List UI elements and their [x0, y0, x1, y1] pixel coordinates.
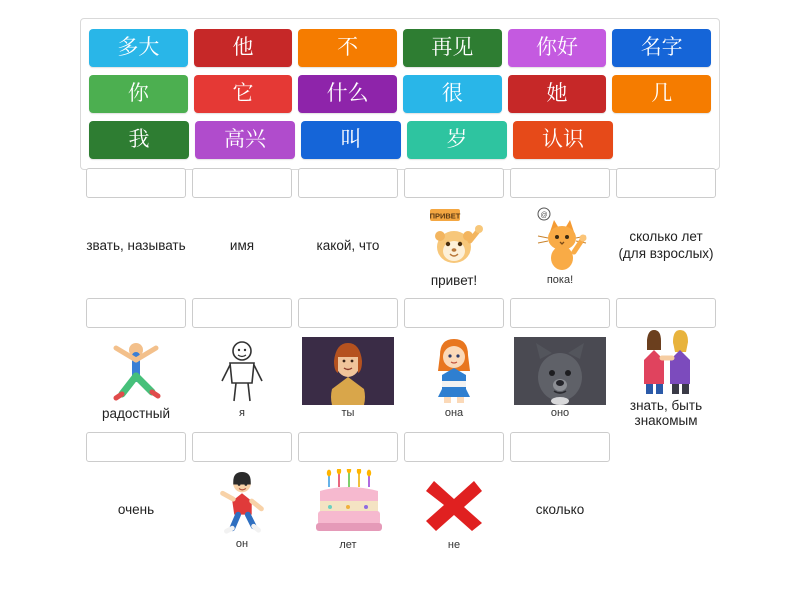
prompt-text: звать, называть [86, 237, 186, 253]
word-tile[interactable]: 高兴 [195, 121, 295, 159]
prompt-cell [298, 328, 398, 428]
prompt-cell [616, 198, 716, 294]
drop-slot[interactable] [86, 168, 186, 198]
drop-slot[interactable] [510, 298, 610, 328]
prompt-cell [404, 198, 504, 294]
drop-slot[interactable] [86, 432, 186, 462]
word-tile[interactable]: 很 [403, 75, 502, 113]
word-tile[interactable]: 叫 [301, 121, 401, 159]
prompt-cell [192, 462, 292, 558]
prompt-cell [404, 328, 504, 428]
word-tile[interactable]: 什么 [298, 75, 397, 113]
word-tile[interactable]: 几 [612, 75, 711, 113]
word-bank [80, 18, 720, 170]
answer-group [86, 298, 746, 428]
drop-slot[interactable] [616, 298, 716, 328]
drop-slot-row [86, 168, 746, 198]
prompt-cell [86, 462, 186, 558]
friends-greeting-icon [620, 328, 712, 396]
prompt-cell [86, 328, 186, 428]
word-tile[interactable]: 多大 [89, 29, 188, 67]
jumping-person-icon [90, 336, 182, 404]
prompt-cell [192, 328, 292, 428]
drop-slot[interactable] [86, 298, 186, 328]
stick-figure-man-icon [196, 337, 288, 405]
prompt-row [86, 328, 746, 428]
prompt-cell [298, 462, 398, 558]
drop-slot-row [86, 298, 746, 328]
word-tile[interactable]: 它 [194, 75, 293, 113]
answer-grid [86, 168, 746, 562]
girl-cartoon-icon [408, 337, 500, 405]
drop-slot[interactable] [510, 168, 610, 198]
drop-slot[interactable] [192, 168, 292, 198]
dog-photo-icon [514, 337, 606, 405]
svg-text:@: @ [540, 212, 548, 219]
word-tile[interactable]: 你 [89, 75, 188, 113]
prompt-caption: ты [341, 407, 355, 419]
prompt-caption: не [447, 539, 461, 551]
word-tile[interactable]: 我 [89, 121, 189, 159]
word-tile[interactable]: 再见 [403, 29, 502, 67]
prompt-text: сколько лет (для взрослых) [618, 229, 714, 261]
drop-slot[interactable] [404, 298, 504, 328]
answer-group [86, 168, 746, 294]
word-tile[interactable]: 认识 [513, 121, 613, 159]
prompt-text: радостный [101, 405, 171, 421]
hamster-waving-icon [424, 205, 484, 271]
word-bank-row [89, 75, 711, 113]
word-tile[interactable]: 你好 [508, 29, 607, 67]
prompt-text: имя [229, 237, 255, 253]
birthday-cake-icon [302, 469, 394, 537]
running-boy-icon [212, 470, 272, 536]
prompt-cell [298, 198, 398, 294]
answer-group [86, 432, 746, 558]
prompt-cell [510, 462, 610, 558]
prompt-cell [510, 328, 610, 428]
drop-slot[interactable] [298, 298, 398, 328]
prompt-row [86, 198, 746, 294]
drop-slot[interactable] [298, 168, 398, 198]
prompt-cell [86, 198, 186, 294]
prompt-caption: пока! [546, 274, 574, 286]
word-tile[interactable]: 不 [298, 29, 397, 67]
prompt-caption: оно [550, 407, 570, 419]
drop-slot[interactable] [510, 432, 610, 462]
word-tile[interactable]: 名字 [612, 29, 711, 67]
drop-slot[interactable] [404, 432, 504, 462]
word-tile[interactable]: 他 [194, 29, 293, 67]
drop-slot[interactable] [192, 432, 292, 462]
prompt-caption: привет! [430, 272, 478, 288]
cat-waving-icon [530, 206, 590, 272]
prompt-caption: лет [339, 539, 357, 551]
prompt-cell [404, 462, 504, 558]
prompt-row [86, 462, 746, 558]
word-tile[interactable]: 岁 [407, 121, 507, 159]
prompt-cell [616, 328, 716, 428]
prompt-text: знать, быть знакомым [629, 398, 703, 428]
word-tile[interactable]: 她 [508, 75, 607, 113]
prompt-text: очень [117, 501, 155, 517]
woman-photo-icon [302, 337, 394, 405]
drop-slot[interactable] [616, 168, 716, 198]
prompt-cell [192, 198, 292, 294]
prompt-caption: он [235, 538, 249, 550]
prompt-text: какой, что [316, 237, 380, 253]
drop-slot-row [86, 432, 746, 462]
svg-text:ПРИВЕТ: ПРИВЕТ [429, 211, 461, 220]
red-cross-icon [408, 469, 500, 537]
drop-slot[interactable] [192, 298, 292, 328]
prompt-cell [510, 198, 610, 294]
drop-slot[interactable] [404, 168, 504, 198]
prompt-caption: я [239, 407, 245, 419]
drop-slot[interactable] [298, 432, 398, 462]
word-bank-row [89, 121, 711, 159]
prompt-text: сколько [535, 501, 585, 517]
word-bank-row [89, 29, 711, 67]
prompt-caption: она [444, 407, 464, 419]
